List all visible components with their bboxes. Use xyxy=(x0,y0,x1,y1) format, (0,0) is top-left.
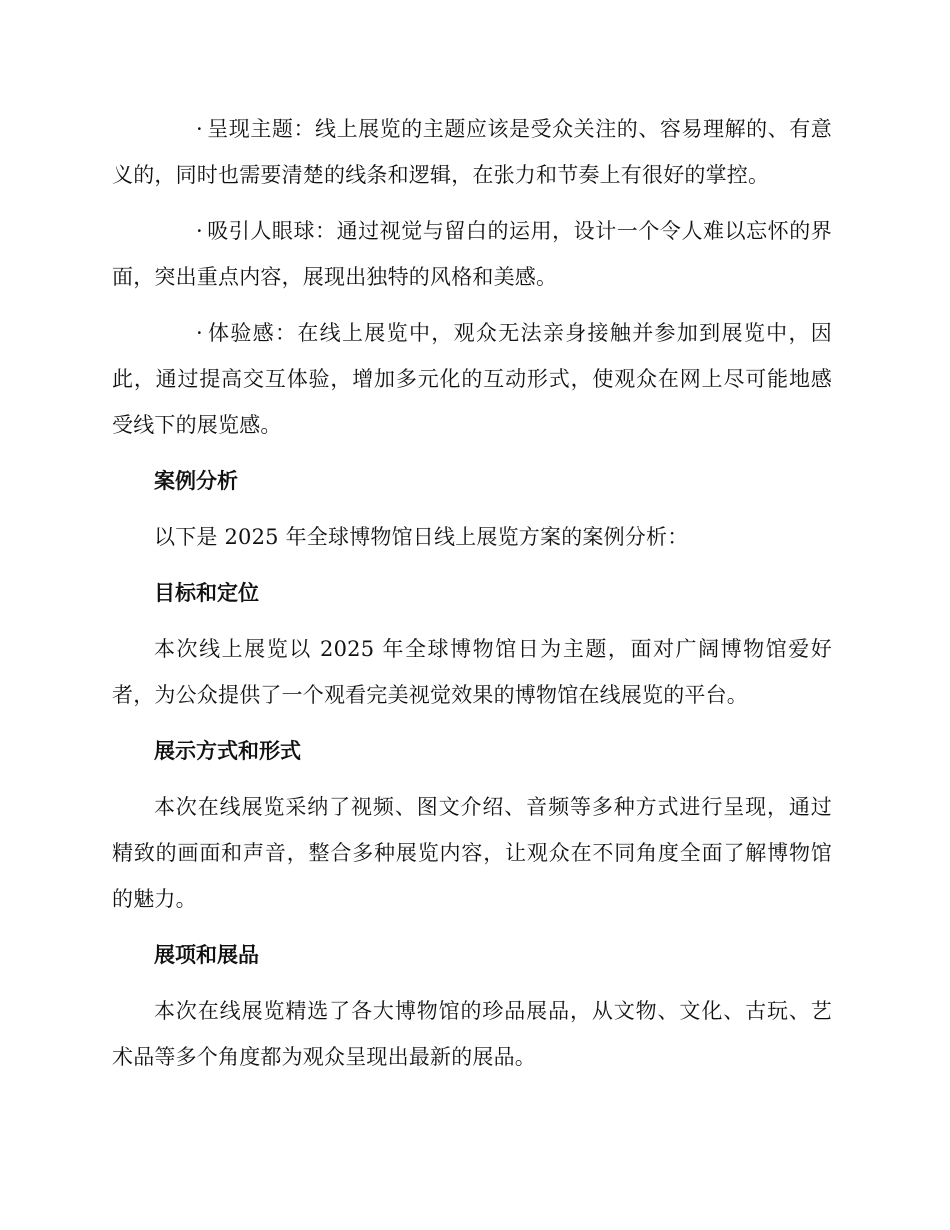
paragraph-case-intro: 以下是 2025 年全球博物馆日线上展览方案的案例分析： xyxy=(154,525,689,549)
bullet-text: 体验感：在线上展览中，观众无法亲身接触并参加到展览中，因此，通过提高交互体验，增加多元化的互动形式，使观众在网上尽可能地感受线下的展览感。 xyxy=(112,321,832,437)
bullet-eye-catching xyxy=(112,208,832,300)
bullet-theme xyxy=(112,106,832,198)
bullet-marker: · xyxy=(196,219,203,243)
bullet-marker: · xyxy=(196,321,203,345)
document-page xyxy=(112,106,832,1090)
bullet-marker: · xyxy=(196,117,203,141)
heading-format: 展示方式和形式 xyxy=(154,739,301,763)
paragraph-format: 本次在线展览采纳了视频、图文介绍、音频等多种方式进行呈现，通过精致的画面和声音，整合多种展览内容，让观众在不同角度全面了解博物馆的魅力。 xyxy=(112,795,832,911)
paragraph-exhibits: 本次在线展览精选了各大博物馆的珍品展品，从文物、文化、古玩、艺术品等多个角度都为观众呈现出最新的展品。 xyxy=(112,999,832,1069)
paragraph-goal: 本次线上展览以 2025 年全球博物馆日为主题，面对广阔博物馆爱好者，为公众提供了一个观看完美视觉效果的博物馆在线展览的平台。 xyxy=(112,637,832,707)
bullet-experience xyxy=(112,310,832,448)
bullet-text: 呈现主题：线上展览的主题应该是受众关注的、容易理解的、有意义的，同时也需要清楚的线条和逻辑，在张力和节奏上有很好的掌控。 xyxy=(112,117,832,187)
heading-goal: 目标和定位 xyxy=(154,581,259,605)
bullet-text: 吸引人眼球：通过视觉与留白的运用，设计一个令人难以忘怀的界面，突出重点内容，展现出独特的风格和美感。 xyxy=(112,219,832,289)
heading-exhibits: 展项和展品 xyxy=(154,943,259,967)
heading-case-analysis: 案例分析 xyxy=(154,469,238,493)
